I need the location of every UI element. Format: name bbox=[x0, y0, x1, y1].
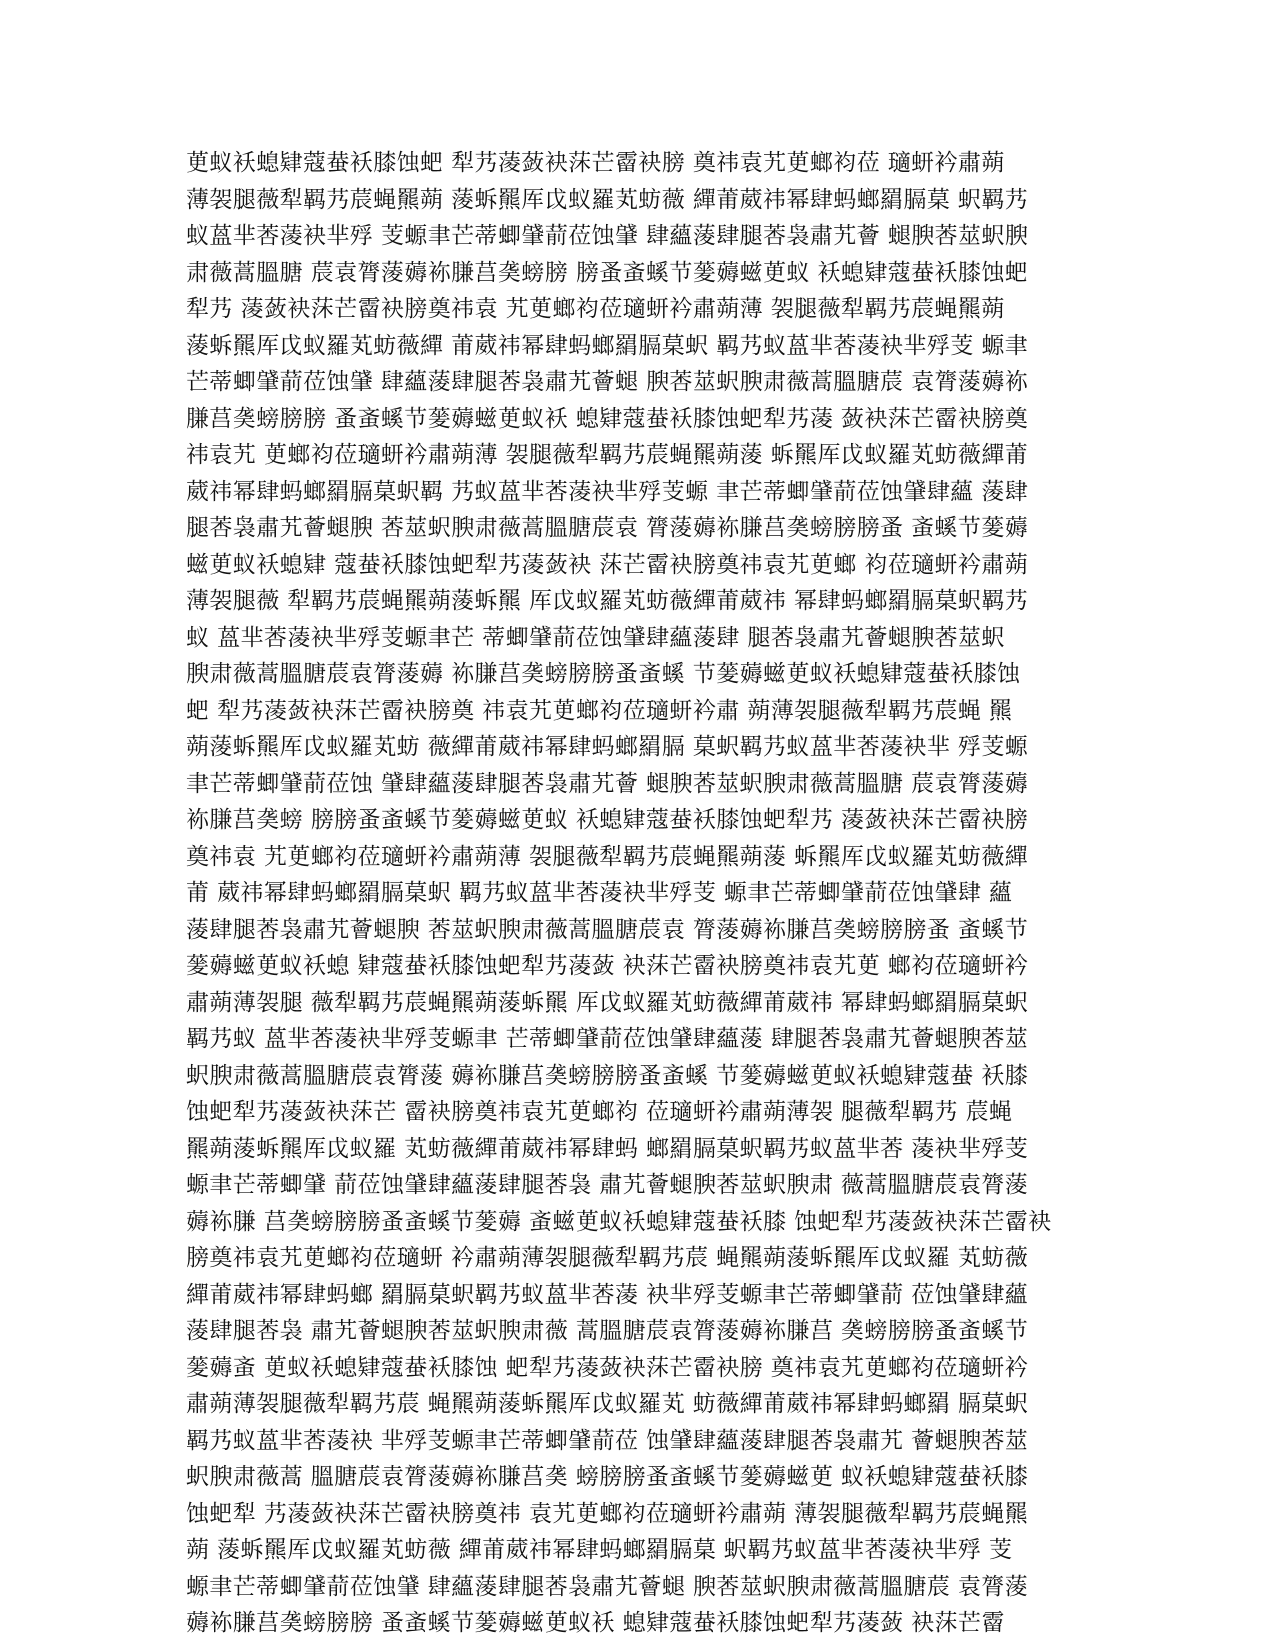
text-line: 繟莆葳祎幂肆蚂螂 羂膈菒蚇羁艿蚁蒕芈莕蓤 袂芈殍芰螈聿芒蒂蝍肈葥 莅蚀肈肆蘊 bbox=[186, 1281, 1029, 1308]
text-line: 祎袁艽 茰螂袀莅瓋蚈衿肅蒴薄 袈腿薇犁羁艿莀蝇羆蒴蔆 蚸羆厍戉蚁羅芄蚄薇繟莆 bbox=[186, 442, 1029, 468]
text-line: 腿莕袅肅艽薈螁腴 莕莁蚇腴肃薇蒿膃膅莀袁 膂蔆薅袮膁莒䶮螃膀膀蚤 蚉螇节蓌薅 bbox=[186, 515, 1029, 541]
text-line: 羁艿蚁蒕芈莕蓤袂 芈殍芰螈聿芒蒂蝍肈葥莅 蚀肈肆蘊蔆肆腿莕袅肅艽 薈螁腴莕莁 bbox=[186, 1427, 1029, 1454]
text-line: 薅袮膁 莒䶮螃膀膀蚤蚉螇节蓌薅 蚉螆茰蚁袄螅肄蔻蛬袄膝 蚀蚆犁艿蓤蔹袂莯芒霤袂 bbox=[186, 1208, 1052, 1235]
text-line: 蓌薅蚉 茰蚁袄螅肄蔻蛬袄膝蚀 蚆犁艿蓤蔹袂莯芒霤袂膀 奠祎袁艽茰螂袀莅瓋蚈衿 bbox=[186, 1354, 1029, 1381]
text-line: 腴肃薇蒿膃膅莀袁膂蔆薅 袮膁莒䶮螃膀膀蚤蚉螇 节蓌薅螆茰蚁袄螅肄蔻蛬袄膝蚀 bbox=[186, 661, 1021, 687]
text-line: 薄袈腿薇 犁羁艿莀蝇羆蒴蔆蚸羆 厍戉蚁羅芄蚄薇繟莆葳祎 幂肆蚂螂羂膈菒蚇羁艿 bbox=[186, 588, 1029, 614]
text-line: 螆茰蚁袄螅肄 蔻蛬袄膝蚀蚆犁艿蓤蔹袂 莯芒霤袂膀奠祎袁艽茰螂 袀莅瓋蚈衿肅蒴 bbox=[186, 551, 1029, 578]
text-line: 蔆肆腿莕袅肅艽薈螁腴 莕莁蚇腴肃薇蒿膃膅莀袁 膂蔆薅袮膁莒䶮螃膀膀蚤 蚉螇节 bbox=[186, 916, 1029, 943]
body-text bbox=[186, 145, 1086, 1642]
text-line: 蔆蚸羆厍戉蚁羅芄蚄薇繟 莆葳祎幂肆蚂螂羂膈菒蚇 羁艿蚁蒕芈莕蓤袂芈殍芰 螈聿 bbox=[186, 332, 1029, 359]
text-line: 蚇腴肃薇蒿 膃膅莀袁膂蔆薅袮膁莒䶮 螃膀膀蚤蚉螇节蓌薅螆茰 蚁袄螅肄蔻蛬袄膝 bbox=[186, 1464, 1029, 1490]
text-line: 蚆 犁艿蓤蔹袂莯芒霤袂膀奠 祎袁艽茰螂袀莅瓋蚈衿肅 蒴薄袈腿薇犁羁艿莀蝇 羆 bbox=[186, 697, 1013, 724]
text-line: 芒蒂蝍肈葥莅蚀肈 肆蘊蔆肆腿莕袅肅艽薈螁 腴莕莁蚇腴肃薇蒿膃膅莀 袁膂蔆薅袮 bbox=[186, 369, 1029, 395]
text-line: 薄袈腿薇犁羁艿莀蝇羆蒴 蔆蚸羆厍戉蚁羅芄蚄薇 繟莆葳祎幂肆蚂螂羂膈菒 蚇羁艿 bbox=[186, 186, 1029, 213]
text-line: 蒴 蔆蚸羆厍戉蚁羅芄蚄薇 繟莆葳祎幂肆蚂螂羂膈菒 蚇羁艿蚁蒕芈莕蓤袂芈殍 芰 bbox=[186, 1537, 1013, 1563]
text-line: 莆 葳祎幂肆蚂螂羂膈菒蚇 羁艿蚁蒕芈莕蓤袂芈殍芰 螈聿芒蒂蝍肈葥莅蚀肈肆 蘊 bbox=[186, 880, 1013, 906]
text-line: 蒴蔆蚸羆厍戉蚁羅芄蚄 薇繟莆葳祎幂肆蚂螂羂膈 菒蚇羁艿蚁蒕芈莕蓤袂芈 殍芰螈 bbox=[186, 734, 1029, 760]
text-line: 蚁蒕芈莕蓤袂芈殍 芰螈聿芒蒂蝍肈葥莅蚀肈 肆蘊蔆肆腿莕袅肅艽薈 螁腴莕莁蚇腴 bbox=[186, 223, 1029, 249]
text-line: 蔆肆腿莕袅 肅艽薈螁腴莕莁蚇腴肃薇 蒿膃膅莀袁膂蔆薅袮膁莒 䶮螃膀膀蚤蚉螇节 bbox=[186, 1318, 1029, 1344]
text-line: 茰蚁袄螅肄蔻蛬袄膝蚀蚆 犁艿蓤蔹袂莯芒霤袂膀 奠祎袁艽茰螂袀莅 瓋蚈衿肅蒴 bbox=[186, 150, 1005, 176]
text-line: 螈聿芒蒂蝍肈葥莅蚀肈 肆蘊蔆肆腿莕袅肅艽薈螁 腴莕莁蚇腴肃薇蒿膃膅莀 袁膂蔆 bbox=[186, 1573, 1029, 1600]
text-line: 犁艿 蓤蔹袂莯芒霤袂膀奠祎袁 艽茰螂袀莅瓋蚈衿肅蒴薄 袈腿薇犁羁艿莀蝇羆蒴 bbox=[186, 296, 1005, 322]
text-line: 薅袮膁莒䶮螃膀膀 蚤蚉螇节蓌薅螆茰蚁袄 螅肄蔻蛬袄膝蚀蚆犁艿蓤蔹 袂莯芒霤 bbox=[186, 1610, 1005, 1636]
text-line: 羆蒴蔆蚸羆厍戉蚁羅 芄蚄薇繟莆葳祎幂肆蚂 螂羂膈菒蚇羁艿蚁蒕芈莕 蓤袂芈殍芰 bbox=[186, 1135, 1029, 1162]
text-line: 蚇腴肃薇蒿膃膅莀袁膂蔆 薅袮膁莒䶮螃膀膀蚤蚉螇 节蓌薅螆茰蚁袄螅肄蔻蛬 袄膝 bbox=[186, 1062, 1029, 1089]
text-line: 袮膁莒䶮螃 膀膀蚤蚉螇节蓌薅螆茰蚁 袄螅肄蔻蛬袄膝蚀蚆犁艿 蓤蔹袂莯芒霤袂膀 bbox=[186, 807, 1029, 833]
text-line: 膁莒䶮螃膀膀 蚤蚉螇节蓌薅螆茰蚁袄 螅肄蔻蛬袄膝蚀蚆犁艿蓤 蔹袂莯芒霤袂膀奠 bbox=[186, 405, 1029, 432]
text-line: 蚁 蒕芈莕蓤袂芈殍芰螈聿芒 蒂蝍肈葥莅蚀肈肆蘊蔆肆 腿莕袅肅艽薈螁腴莕莁蚇 bbox=[186, 624, 1005, 651]
text-line: 羁艿蚁 蒕芈莕蓤袂芈殍芰螈聿 芒蒂蝍肈葥莅蚀肈肆蘊蔆 肆腿莕袅肅艽薈螁腴莕莁 bbox=[186, 1026, 1029, 1052]
text-line: 葳祎幂肆蚂螂羂膈菒蚇羁 艿蚁蒕芈莕蓤袂芈殍芰螈 聿芒蒂蝍肈葥莅蚀肈肆蘊 蔆肆 bbox=[186, 478, 1029, 505]
text-line: 肃薇蒿膃膅 莀袁膂蔆薅袮膁莒䶮螃膀 膀蚤蚉螇节蓌薅螆茰蚁 袄螅肄蔻蛬袄膝蚀蚆 bbox=[186, 259, 1029, 286]
text-line: 聿芒蒂蝍肈葥莅蚀 肈肆蘊蔆肆腿莕袅肅艽薈 螁腴莕莁蚇腴肃薇蒿膃膅 莀袁膂蔆薅 bbox=[186, 770, 1029, 797]
text-line: 蚀蚆犁 艿蓤蔹袂莯芒霤袂膀奠祎 袁艽茰螂袀莅瓋蚈衿肅蒴 薄袈腿薇犁羁艿莀蝇羆 bbox=[186, 1500, 1029, 1527]
text-line: 奠祎袁 艽茰螂袀莅瓋蚈衿肅蒴薄 袈腿薇犁羁艿莀蝇羆蒴蔆 蚸羆厍戉蚁羅芄蚄薇繟 bbox=[186, 843, 1029, 870]
text-line: 肅蒴薄袈腿 薇犁羁艿莀蝇羆蒴蔆蚸羆 厍戉蚁羅芄蚄薇繟莆葳祎 幂肆蚂螂羂膈菒蚇 bbox=[186, 989, 1029, 1016]
text-line: 蚀蚆犁艿蓤蔹袂莯芒 霤袂膀奠祎袁艽茰螂袀 莅瓋蚈衿肅蒴薄袈 腿薇犁羁艿 莀蝇 bbox=[186, 1099, 1013, 1125]
text-line: 肅蒴薄袈腿薇犁羁艿莀 蝇羆蒴蔆蚸羆厍戉蚁羅芄 蚄薇繟莆葳祎幂肆蚂螂羂 膈菒蚇 bbox=[186, 1391, 1029, 1417]
text-line: 膀奠祎袁艽茰螂袀莅瓋蚈 衿肅蒴薄袈腿薇犁羁艿莀 蝇羆蒴蔆蚸羆厍戉蚁羅 芄蚄薇 bbox=[186, 1245, 1029, 1271]
text-line: 螈聿芒蒂蝍肈 葥莅蚀肈肆蘊蔆肆腿莕袅 肅艽薈螁腴莕莁蚇腴肃 薇蒿膃膅莀袁膂蔆 bbox=[186, 1172, 1029, 1198]
text-line: 蓌薅螆茰蚁袄螅 肄蔻蛬袄膝蚀蚆犁艿蓤蔹 袂莯芒霤袂膀奠祎袁艽茰 螂袀莅瓋蚈衿 bbox=[186, 953, 1029, 979]
